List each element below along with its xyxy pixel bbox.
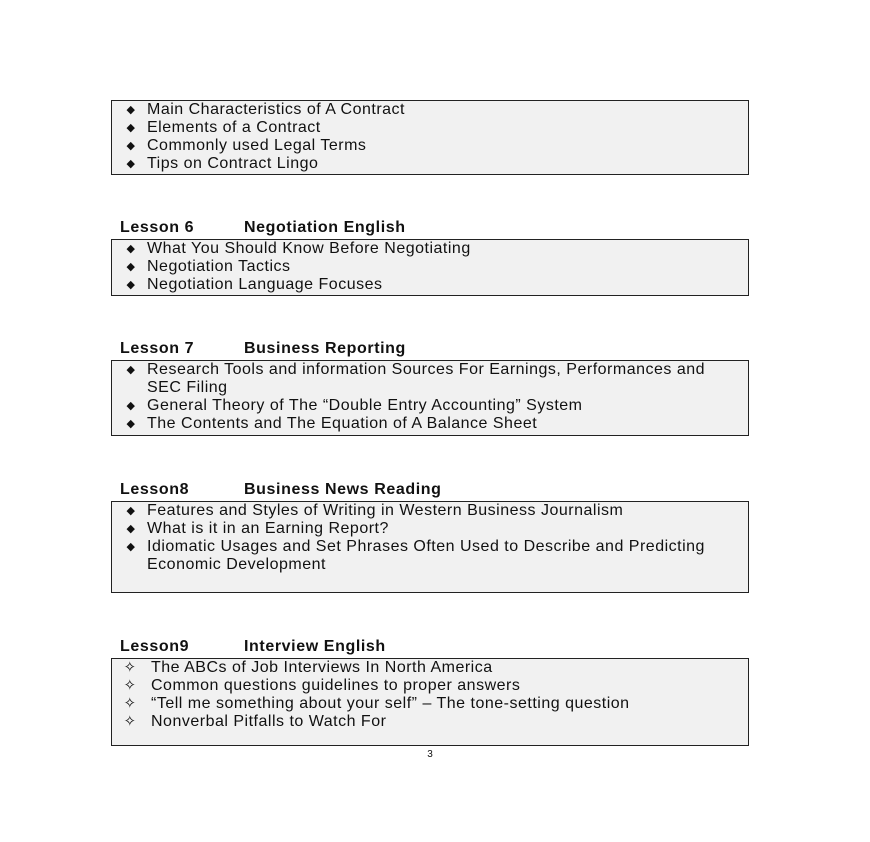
diamond-bullet-icon: ◆ xyxy=(126,541,136,553)
list-item xyxy=(122,415,740,433)
lesson-number: Lesson9 xyxy=(120,638,190,655)
list-item xyxy=(122,137,740,155)
list-item xyxy=(122,240,740,258)
lesson-8-topics-box xyxy=(111,501,749,593)
lesson-9-topics-box xyxy=(111,658,749,746)
lesson-number: Lesson8 xyxy=(120,481,190,498)
list-item-text: Negotiation Language Focuses xyxy=(147,276,383,293)
list-item-text: Elements of a Contract xyxy=(147,119,321,136)
list-item-text: What You Should Know Before Negotiating xyxy=(147,240,471,257)
list-item-text: Common questions guidelines to proper answers xyxy=(151,677,521,694)
list-item-text: Features and Styles of Writing in Western Business Journalism xyxy=(147,502,624,519)
lesson-6-heading xyxy=(120,218,406,238)
list-item-text: The Contents and The Equation of A Balance Sheet xyxy=(147,415,538,432)
list-item xyxy=(122,361,740,397)
four-point-star-bullet-icon: ✧ xyxy=(123,659,137,676)
lesson-number: Lesson 6 xyxy=(120,219,195,236)
list-item xyxy=(122,119,740,137)
list-item-text: What is it in an Earning Report? xyxy=(147,520,389,537)
four-point-star-bullet-icon: ✧ xyxy=(123,695,137,712)
list-item xyxy=(122,659,740,677)
list-item xyxy=(122,502,740,520)
list-item-text: Commonly used Legal Terms xyxy=(147,137,367,154)
list-item xyxy=(122,258,740,276)
list-item xyxy=(122,713,740,731)
lesson-title: Business News Reading xyxy=(244,481,442,498)
four-point-star-bullet-icon: ✧ xyxy=(123,677,137,694)
diamond-bullet-icon: ◆ xyxy=(126,104,136,116)
lesson-number: Lesson 7 xyxy=(120,340,195,357)
list-item-text: General Theory of The “Double Entry Accounting” System xyxy=(147,397,583,414)
diamond-bullet-icon: ◆ xyxy=(126,364,136,376)
four-point-star-bullet-icon: ✧ xyxy=(123,713,137,730)
diamond-bullet-icon: ◆ xyxy=(126,140,136,152)
list-item-text: Nonverbal Pitfalls to Watch For xyxy=(151,713,387,730)
lesson-title: Negotiation English xyxy=(244,219,406,236)
list-item-text: Idiomatic Usages and Set Phrases Often Used to Describe and Predicting Economic Development xyxy=(147,538,705,573)
diamond-bullet-icon: ◆ xyxy=(126,400,136,412)
diamond-bullet-icon: ◆ xyxy=(126,505,136,517)
lesson-8-heading xyxy=(120,480,442,500)
lesson-title: Business Reporting xyxy=(244,340,406,357)
lesson-title: Interview English xyxy=(244,638,386,655)
lesson-6-topics-box xyxy=(111,239,749,296)
list-item-text: Main Characteristics of A Contract xyxy=(147,101,405,118)
list-item-text: Tips on Contract Lingo xyxy=(147,155,319,172)
list-item xyxy=(122,155,740,173)
list-item xyxy=(122,538,740,574)
list-item-text: Research Tools and information Sources For Earnings, Performances and SEC Filing xyxy=(147,361,706,396)
contract-topics-box xyxy=(111,100,749,175)
diamond-bullet-icon: ◆ xyxy=(126,122,136,134)
list-item xyxy=(122,695,740,713)
lesson-7-topics-box xyxy=(111,360,749,436)
list-item xyxy=(122,276,740,294)
diamond-bullet-icon: ◆ xyxy=(126,158,136,170)
list-item-text: “Tell me something about your self” – The tone-setting question xyxy=(151,695,630,712)
list-item xyxy=(122,677,740,695)
diamond-bullet-icon: ◆ xyxy=(126,243,136,255)
list-item xyxy=(122,520,740,538)
page-number: 3 xyxy=(427,749,433,760)
list-item-text: Negotiation Tactics xyxy=(147,258,291,275)
lesson-9-heading xyxy=(120,637,386,657)
list-item-text: The ABCs of Job Interviews In North America xyxy=(151,659,493,676)
diamond-bullet-icon: ◆ xyxy=(126,261,136,273)
list-item xyxy=(122,101,740,119)
diamond-bullet-icon: ◆ xyxy=(126,279,136,291)
diamond-bullet-icon: ◆ xyxy=(126,418,136,430)
list-item xyxy=(122,397,740,415)
lesson-7-heading xyxy=(120,339,406,359)
diamond-bullet-icon: ◆ xyxy=(126,523,136,535)
